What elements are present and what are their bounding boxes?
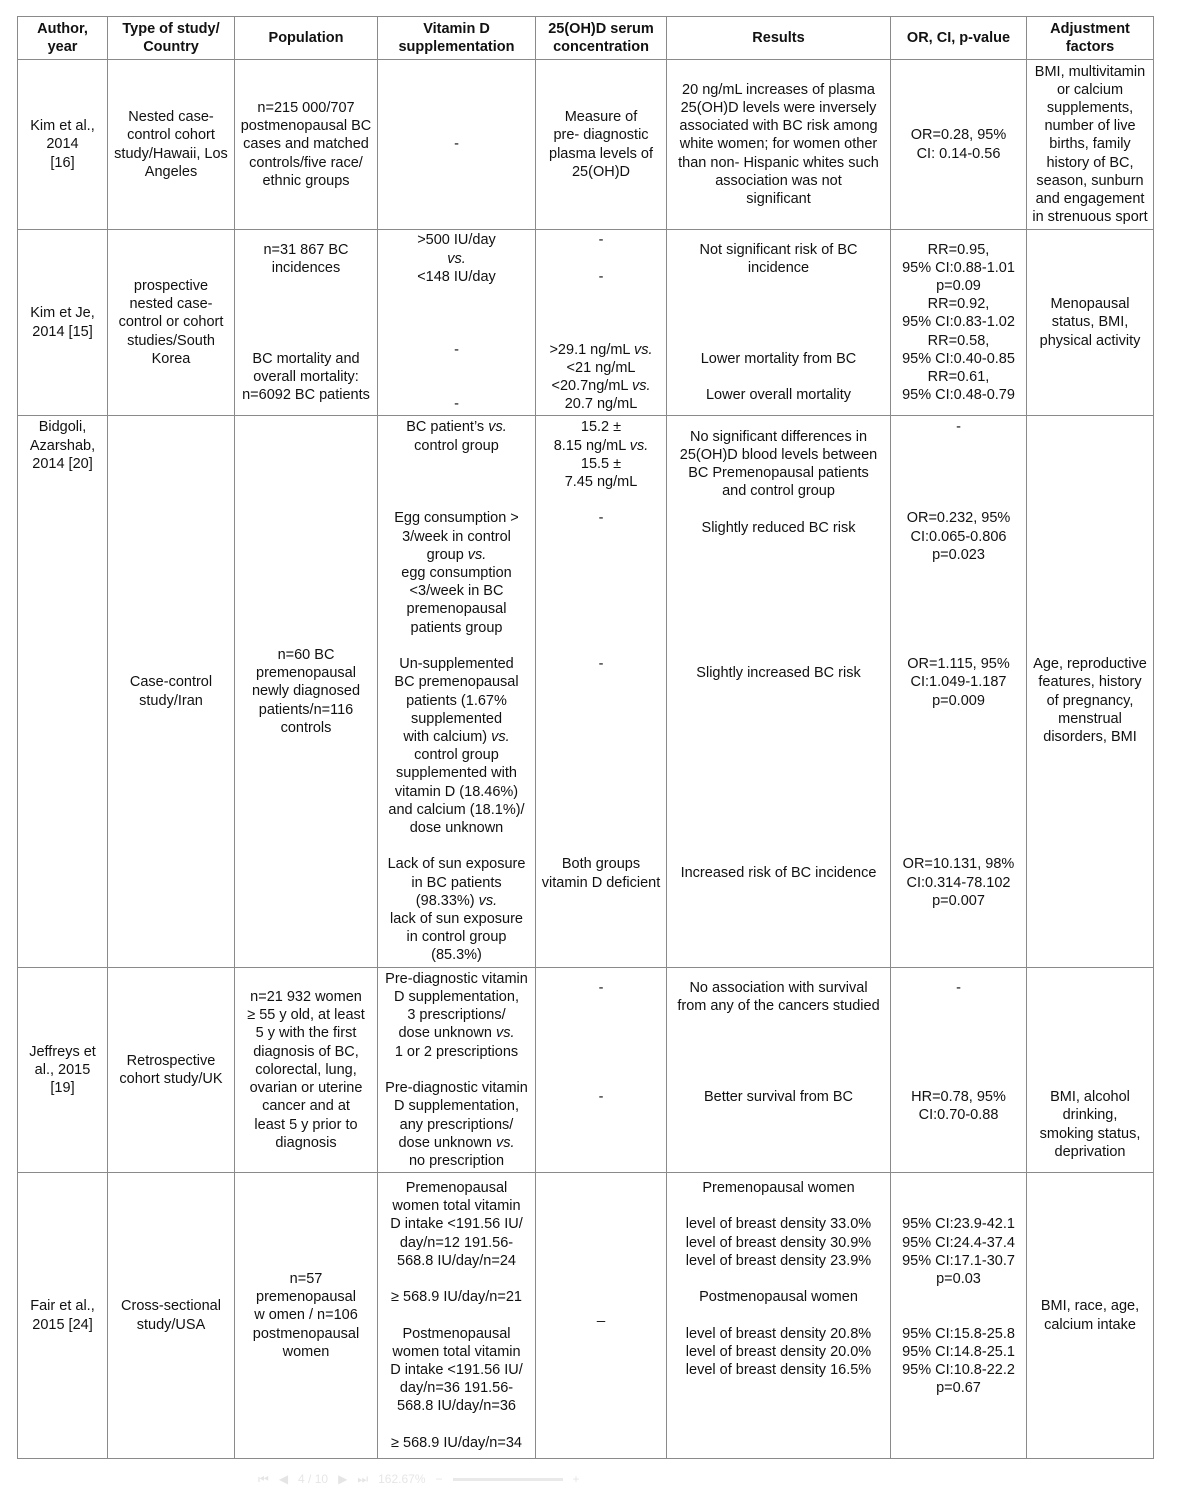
header-type-of-study: Type of study/ Country <box>108 17 235 60</box>
cell-adjustment: BMI, multivitamin or calcium supplements, number of live births, family history of BC, season, sunburn and engagement in strenuous sport <box>1027 60 1154 230</box>
table-header-row <box>18 17 1154 60</box>
cell-adjustment: BMI, race, age, calcium intake <box>1027 1173 1154 1459</box>
first-page-icon[interactable]: ⏮ <box>258 1471 269 1486</box>
cell-results: No significant differences in 25(OH)D blood levels between BC Premenopausal patients and control group Slightly reduced BC risk Slightly increased BC risk Increased risk of BC incidence <box>667 416 891 968</box>
last-page-icon[interactable]: ⏭ <box>357 1471 369 1486</box>
cell-population: n=215 000/707 postmenopausal BC cases and matched controls/five race/ ethnic groups <box>235 60 378 230</box>
header-serum-concentration: 25(OH)D serum concentration <box>536 17 667 60</box>
table-row <box>18 1173 1154 1459</box>
cell-adjustment: Age, reproductive features, history of pregnancy, menstrual disorders, BMI <box>1027 416 1154 968</box>
cell-results: No association with survival from any of the cancers studied Better survival from BC <box>667 968 891 1173</box>
zoom-slider[interactable] <box>453 1478 563 1481</box>
cell-serum: - - <box>536 968 667 1173</box>
cell-results: 20 ng/mL increases of plasma 25(OH)D levels were inversely associated with BC risk among white women; for women other than non- Hispanic whites such association was not significant <box>667 60 891 230</box>
cell-results: Premenopausal women level of breast density 33.0% level of breast density 30.9% level of breast density 23.9% Postmenopausal women level of breast density 20.8% level of breast density 20.0% level of breast density 16.5% <box>667 1173 891 1459</box>
cell-adjustment: BMI, alcohol drinking, smoking status, deprivation <box>1027 968 1154 1173</box>
cell-serum: Measure of pre- diagnostic plasma levels of 25(OH)D <box>536 60 667 230</box>
cell-stats: OR=0.28, 95% CI: 0.14-0.56 <box>891 60 1027 230</box>
pdf-viewer-toolbar <box>258 1470 858 1488</box>
header-results: Results <box>667 17 891 60</box>
cell-population: n=60 BC premenopausal newly diagnosed patients/n=116 controls <box>235 416 378 968</box>
header-vitamin-d-supplementation: Vitamin D supplementation <box>378 17 536 60</box>
cell-supplementation: >500 IU/day vs. <148 IU/day - - <box>378 230 536 416</box>
header-population: Population <box>235 17 378 60</box>
table-row <box>18 968 1154 1173</box>
cell-stats: - OR=0.232, 95% CI:0.065-0.806 p=0.023 OR=1.115, 95% CI:1.049-1.187 p=0.009 OR=10.131, 98% CI:0.314-78.102 p=0.007 <box>891 416 1027 968</box>
table-row <box>18 416 1154 968</box>
header-author-year: Author, year <box>18 17 108 60</box>
cell-stats: - HR=0.78, 95% CI:0.70-0.88 <box>891 968 1027 1173</box>
header-adjustment-factors: Adjustment factors <box>1027 17 1154 60</box>
next-page-icon[interactable]: ▶ <box>338 1472 348 1486</box>
cell-results: Not significant risk of BC incidence Lower mortality from BC Lower overall mortality <box>667 230 891 416</box>
zoom-level[interactable]: 162.67% <box>378 1472 426 1486</box>
cell-author: Fair et al., 2015 [24] <box>18 1173 108 1459</box>
cell-supplementation: - <box>378 60 536 230</box>
cell-serum: - - >29.1 ng/mL vs. <21 ng/mL <20.7ng/mL vs. 20.7 ng/mL <box>536 230 667 416</box>
cell-population: n=31 867 BC incidences BC mortality and overall mortality: n=6092 BC patients <box>235 230 378 416</box>
zoom-in-icon[interactable]: + <box>572 1472 580 1486</box>
table-row <box>18 230 1154 416</box>
cell-type: prospective nested case- control or cohort studies/South Korea <box>108 230 235 416</box>
cell-author: Kim et Je, 2014 [15] <box>18 230 108 416</box>
studies-table <box>17 16 1154 1459</box>
cell-stats: 95% CI:23.9-42.1 95% CI:24.4-37.4 95% CI:17.1-30.7 p=0.03 95% CI:15.8-25.8 95% CI:14.8-25.1 95% CI:10.8-22.2 p=0.67 <box>891 1173 1027 1459</box>
cell-author: Jeffreys et al., 2015 [19] <box>18 968 108 1173</box>
cell-type: Retrospective cohort study/UK <box>108 968 235 1173</box>
cell-serum: _ <box>536 1173 667 1459</box>
cell-population: n=57 premenopausal w omen / n=106 postmenopausal women <box>235 1173 378 1459</box>
cell-type: Cross-sectional study/USA <box>108 1173 235 1459</box>
cell-supplementation: Pre-diagnostic vitamin D supplementation, 3 prescriptions/ dose unknown vs. 1 or 2 prescriptions Pre-diagnostic vitamin D supplementation, any prescriptions/ dose unknown vs. no prescription <box>378 968 536 1173</box>
cell-serum: 15.2 ± 8.15 ng/mL vs. 15.5 ± 7.45 ng/mL - - Both groups vitamin D deficient <box>536 416 667 968</box>
cell-author: Bidgoli, Azarshab, 2014 [20] <box>18 416 108 968</box>
prev-page-icon[interactable]: ◀ <box>278 1472 289 1486</box>
cell-type: Nested case- control cohort study/Hawaii, Los Angeles <box>108 60 235 230</box>
cell-author: Kim et al., 2014 [16] <box>18 60 108 230</box>
cell-population: n=21 932 women ≥ 55 y old, at least 5 y with the first diagnosis of BC, colorectal, lung, ovarian or uterine cancer and at least 5 y prior to diagnosis <box>235 968 378 1173</box>
page-indicator[interactable]: 4 / 10 <box>298 1472 329 1486</box>
cell-type: Case-control study/Iran <box>108 416 235 968</box>
cell-adjustment: Menopausal status, BMI, physical activity <box>1027 230 1154 416</box>
cell-supplementation: Premenopausal women total vitamin D intake <191.56 IU/ day/n=12 191.56- 568.8 IU/day/n=24 ≥ 568.9 IU/day/n=21 Postmenopausal women total vitamin D intake <191.56 IU/ day/n=36 191.56- 568.8 IU/day/n=36 ≥ 568.9 IU/day/n=34 <box>378 1173 536 1459</box>
cell-supplementation: BC patient’s vs. control group Egg consumption > 3/week in control group vs. egg consumption <3/week in BC premenopausal patients group Un-supplemented BC premenopausal patients (1.67% supplemented with calcium) vs. control group supplemented with vitamin D (18.46%) and calcium (18.1%)/ dose unknown Lack of sun exposure in BC patients (98.33%) vs. lack of sun exposure in control group (85.3%) <box>378 416 536 968</box>
zoom-out-icon[interactable]: − <box>435 1472 443 1486</box>
table-row <box>18 60 1154 230</box>
cell-stats: RR=0.95, 95% CI:0.88-1.01 p=0.09 RR=0.92, 95% CI:0.83-1.02 RR=0.58, 95% CI:0.40-0.85 RR=0.61, 95% CI:0.48-0.79 <box>891 230 1027 416</box>
header-or-ci-p-value: OR, CI, p-value <box>891 17 1027 60</box>
